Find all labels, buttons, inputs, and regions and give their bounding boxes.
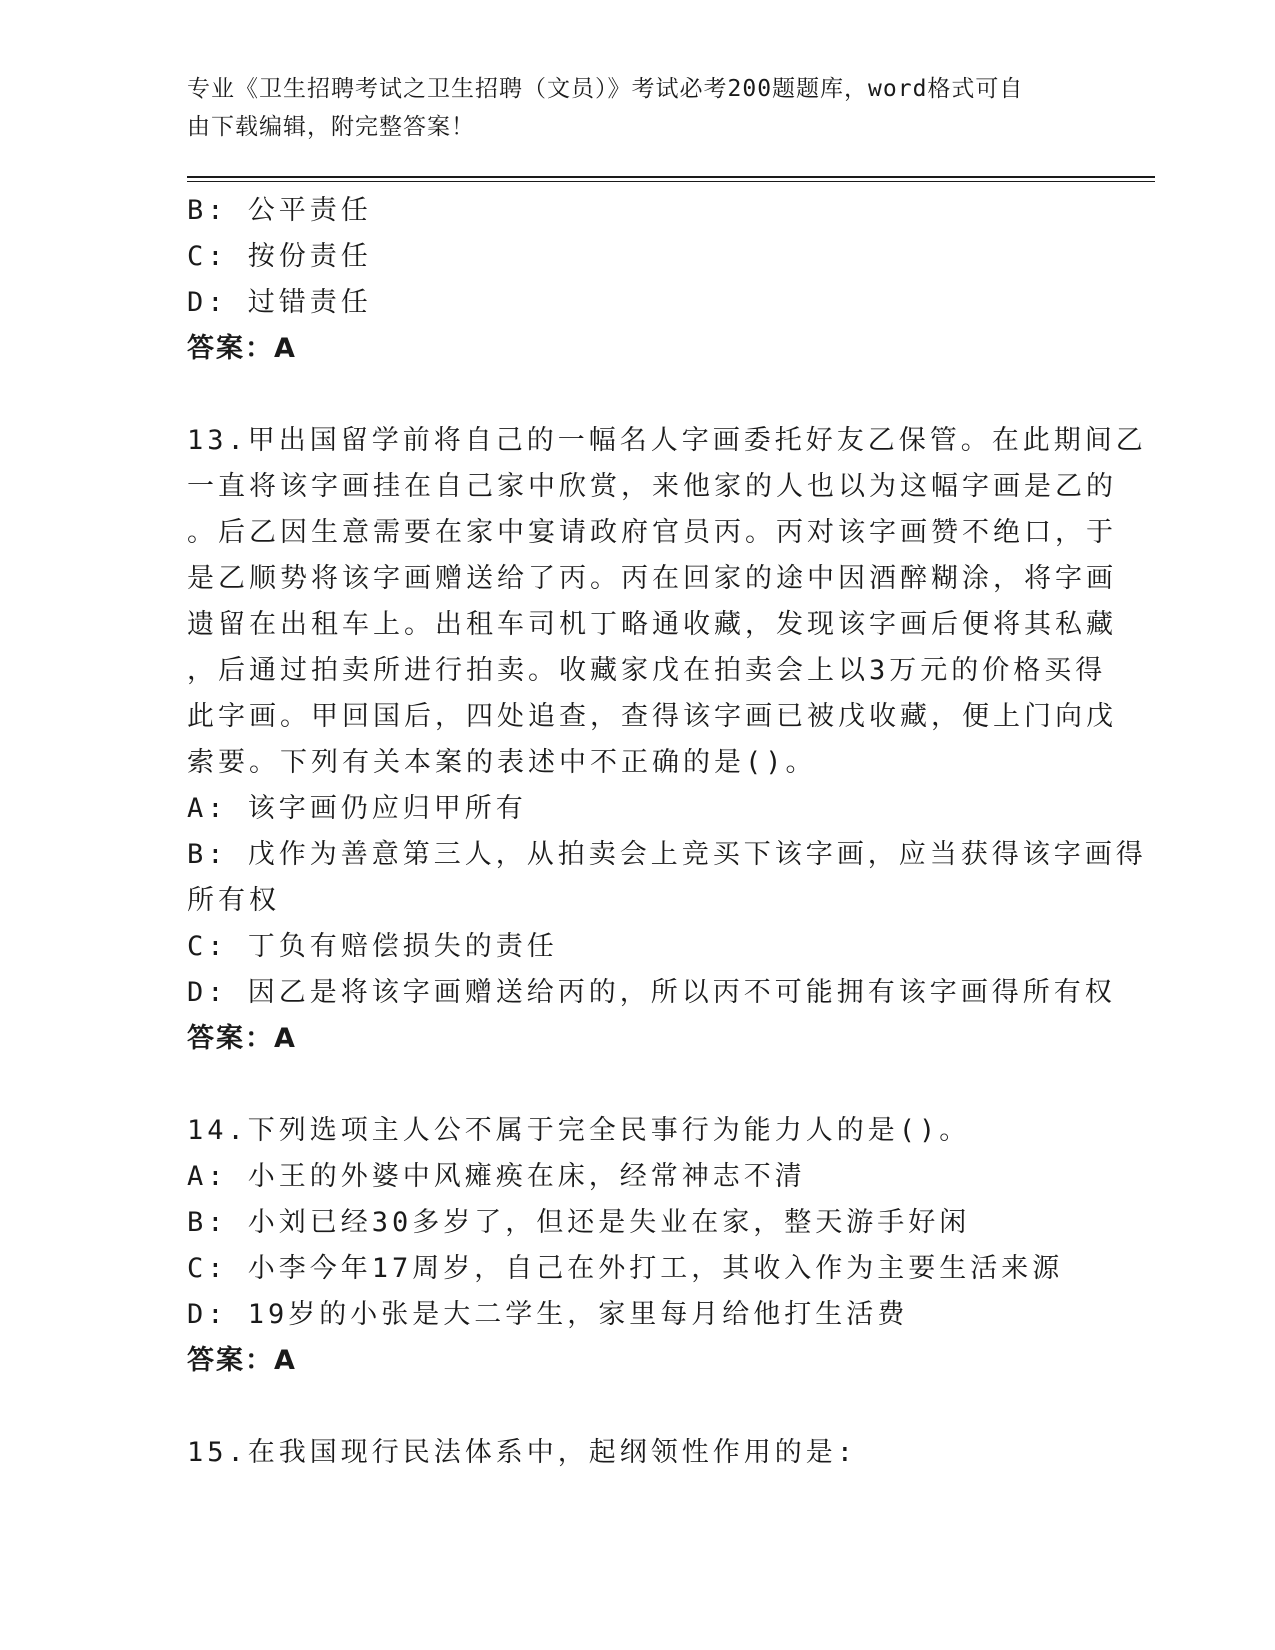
question-stem-line: 一直将该字画挂在自己家中欣赏，来他家的人也以为这幅字画是乙的 <box>187 471 1117 502</box>
question-13 <box>187 418 1147 1062</box>
question-stem-line: 14.下列选项主人公不属于完全民事行为能力人的是()。 <box>187 1115 971 1146</box>
answer-label: 答案：A <box>187 1345 297 1376</box>
option-b: B: 公平责任 <box>187 195 372 226</box>
question-stem-line: 遗留在出租车上。出租车司机丁略通收藏，发现该字画后便将其私藏 <box>187 609 1117 640</box>
header-divider <box>187 176 1155 182</box>
option-d: D: 因乙是将该字画赠送给丙的，所以丙不可能拥有该字画得所有权 <box>187 977 1116 1008</box>
option-d: D: 过错责任 <box>187 287 372 318</box>
answer-label: 答案：A <box>187 333 297 364</box>
header-line-1: 专业《卫生招聘考试之卫生招聘（文员）》考试必考200题题库，word格式可自 <box>187 76 1024 102</box>
document-body <box>187 188 1147 1476</box>
prev-question-block <box>187 188 1087 372</box>
question-stem-line: 13.甲出国留学前将自己的一幅名人字画委托好友乙保管。在此期间乙 <box>187 425 1147 456</box>
option-b: B: 戊作为善意第三人，从拍卖会上竞买下该字画，应当获得该字画得 <box>187 839 1147 870</box>
question-stem-line: 索要。下列有关本案的表述中不正确的是()。 <box>187 747 817 778</box>
question-15 <box>187 1430 1087 1476</box>
option-a: A: 小王的外婆中风瘫痪在床，经常神志不清 <box>187 1161 806 1192</box>
question-stem-line: ，后通过拍卖所进行拍卖。收藏家戊在拍卖会上以3万元的价格买得 <box>187 655 1107 686</box>
option-a: A: 该字画仍应归甲所有 <box>187 793 527 824</box>
answer-label: 答案：A <box>187 1023 297 1054</box>
question-14 <box>187 1108 1087 1384</box>
question-stem-line: 15.在我国现行民法体系中，起纲领性作用的是: <box>187 1437 858 1468</box>
page-header <box>187 70 1067 146</box>
question-stem-line: 此字画。甲回国后，四处追查，查得该字画已被戊收藏，便上门向戊 <box>187 701 1117 732</box>
option-d: D: 19岁的小张是大二学生，家里每月给他打生活费 <box>187 1299 909 1330</box>
option-c: C: 按份责任 <box>187 241 372 272</box>
question-stem-line: 是乙顺势将该字画赠送给了丙。丙在回家的途中因酒醉糊涂，将字画 <box>187 563 1117 594</box>
question-stem-line: 。后乙因生意需要在家中宴请政府官员丙。丙对该字画赞不绝口，于 <box>187 517 1117 548</box>
option-c: C: 丁负有赔偿损失的责任 <box>187 931 558 962</box>
header-line-2: 由下载编辑，附完整答案！ <box>187 114 475 140</box>
option-c: C: 小李今年17周岁，自己在外打工，其收入作为主要生活来源 <box>187 1253 1064 1284</box>
option-b: B: 小刘已经30多岁了，但还是失业在家，整天游手好闲 <box>187 1207 971 1238</box>
option-b-continued: 所有权 <box>187 885 280 916</box>
